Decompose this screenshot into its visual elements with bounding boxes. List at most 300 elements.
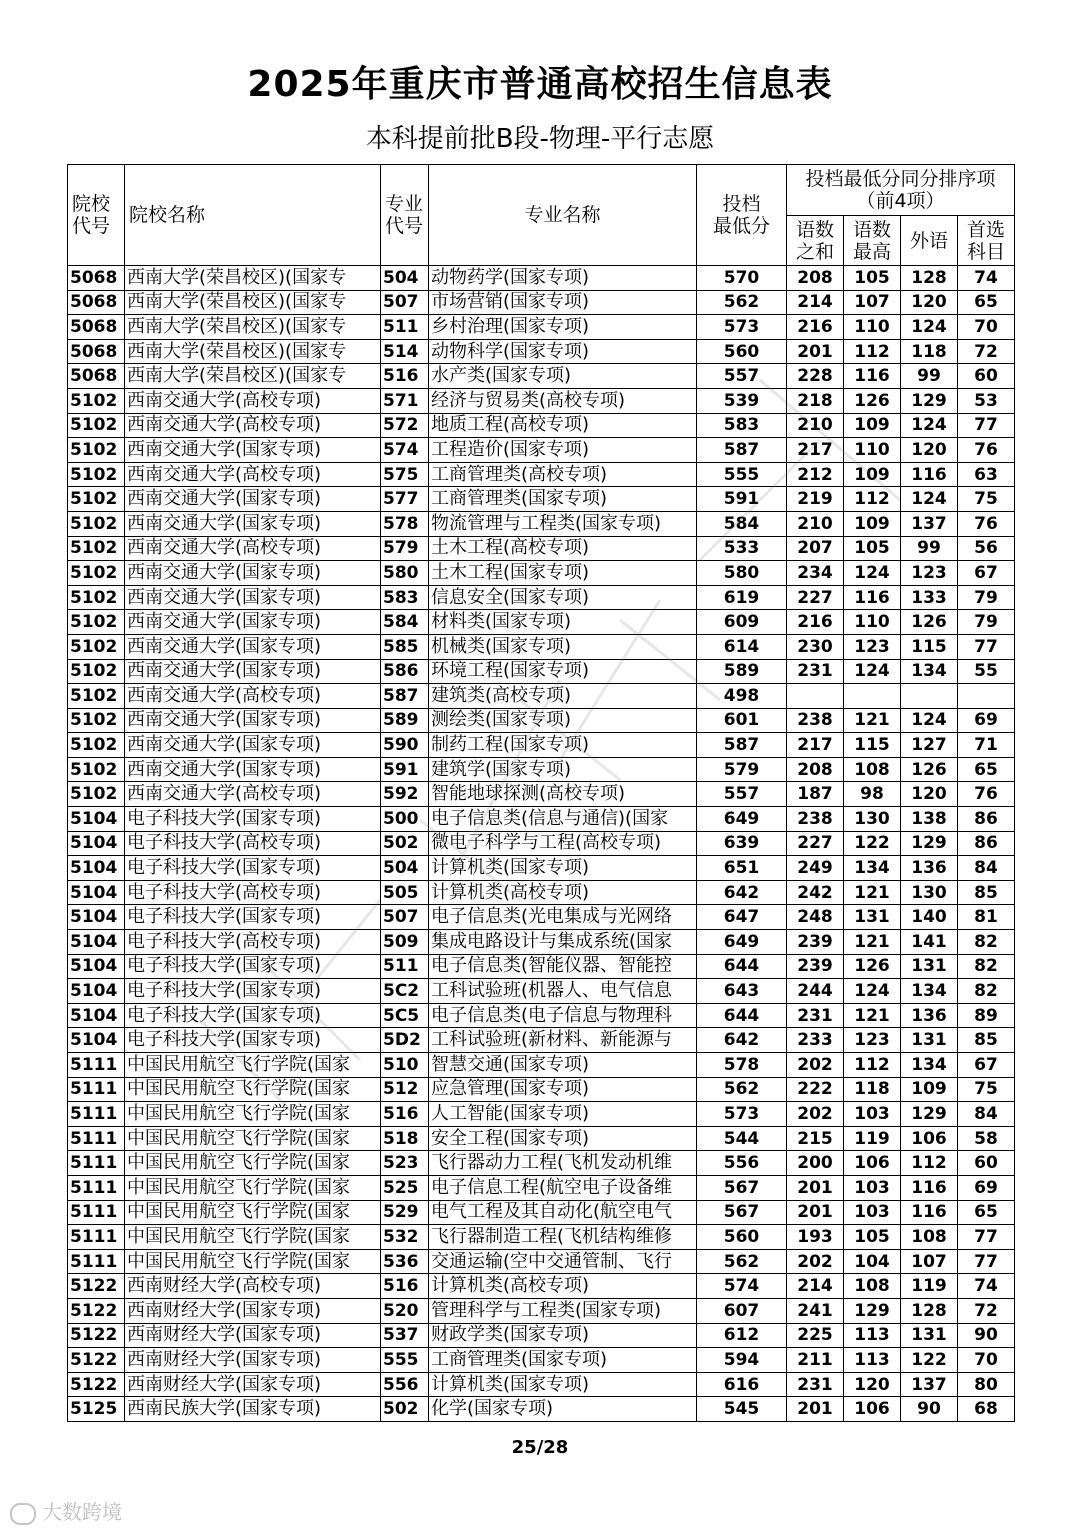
cell-chinese-math-sum: 216 (787, 610, 844, 635)
cell-chinese-math-max: 118 (844, 1077, 901, 1102)
cell-first-subject: 84 (958, 856, 1015, 881)
cell-first-subject: 75 (958, 1077, 1015, 1102)
cell-foreign-language: 115 (901, 634, 958, 659)
cell-major-name: 计算机类(国家专项) (429, 1372, 697, 1397)
cell-chinese-math-max: 98 (844, 782, 901, 807)
admission-table (67, 164, 1015, 1422)
table-row (68, 1053, 1015, 1078)
cell-school-name: 西南交通大学(国家专项) (125, 585, 381, 610)
cell-school-code: 5102 (68, 561, 125, 586)
cell-first-subject: 68 (958, 1397, 1015, 1422)
cell-min-score: 601 (697, 708, 787, 733)
cell-chinese-math-sum: 201 (787, 1175, 844, 1200)
cell-school-name: 西南大学(荣昌校区)(国家专 (125, 266, 381, 291)
cell-major-code: 556 (381, 1372, 429, 1397)
cell-major-name: 微电子科学与工程(高校专项) (429, 831, 697, 856)
table-row (68, 1397, 1015, 1422)
cell-chinese-math-sum: 216 (787, 315, 844, 340)
cell-chinese-math-max: 121 (844, 930, 901, 955)
cell-first-subject: 79 (958, 585, 1015, 610)
cell-foreign-language: 90 (901, 1397, 958, 1422)
table-row (68, 979, 1015, 1004)
cell-school-name: 中国民用航空飞行学院(国家 (125, 1077, 381, 1102)
cell-first-subject (958, 684, 1015, 709)
cell-major-name: 智能地球探测(高校专项) (429, 782, 697, 807)
cell-major-code: 589 (381, 708, 429, 733)
cell-chinese-math-sum: 210 (787, 511, 844, 536)
cell-major-code: 577 (381, 487, 429, 512)
cell-foreign-language: 137 (901, 1372, 958, 1397)
cell-school-name: 西南交通大学(国家专项) (125, 634, 381, 659)
cell-major-code: 537 (381, 1323, 429, 1348)
cell-chinese-math-sum: 231 (787, 659, 844, 684)
cell-chinese-math-max: 104 (844, 1249, 901, 1274)
cell-min-score: 556 (697, 1151, 787, 1176)
cell-school-code: 5068 (68, 290, 125, 315)
cell-min-score: 567 (697, 1175, 787, 1200)
cell-first-subject: 77 (958, 413, 1015, 438)
cell-major-name: 动物科学(国家专项) (429, 339, 697, 364)
cell-chinese-math-max: 112 (844, 1053, 901, 1078)
page-number: 25/28 (511, 1437, 569, 1458)
cell-school-code: 5104 (68, 979, 125, 1004)
cell-school-name: 中国民用航空飞行学院(国家 (125, 1151, 381, 1176)
cell-chinese-math-sum: 212 (787, 462, 844, 487)
cell-school-code: 5068 (68, 339, 125, 364)
cell-chinese-math-sum (787, 684, 844, 709)
cell-major-name: 环境工程(国家专项) (429, 659, 697, 684)
cell-foreign-language: 116 (901, 462, 958, 487)
table-row (68, 831, 1015, 856)
cell-major-name: 工商管理类(高校专项) (429, 462, 697, 487)
cell-school-code: 5111 (68, 1102, 125, 1127)
page-title: 2025年重庆市普通高校招生信息表 (247, 64, 833, 105)
cell-first-subject: 56 (958, 536, 1015, 561)
cell-school-name: 西南财经大学(国家专项) (125, 1323, 381, 1348)
cell-major-code: 532 (381, 1225, 429, 1250)
cell-chinese-math-max: 120 (844, 1372, 901, 1397)
cell-school-name: 中国民用航空飞行学院(国家 (125, 1175, 381, 1200)
cell-chinese-math-max: 130 (844, 807, 901, 832)
table-row (68, 930, 1015, 955)
cell-chinese-math-max: 110 (844, 610, 901, 635)
cell-major-code: 509 (381, 930, 429, 955)
cell-major-code: 523 (381, 1151, 429, 1176)
cell-major-code: 579 (381, 536, 429, 561)
cell-major-name: 制药工程(国家专项) (429, 733, 697, 758)
cell-major-name: 水产类(国家专项) (429, 364, 697, 389)
cell-min-score: 644 (697, 954, 787, 979)
cell-school-name: 中国民用航空飞行学院(国家 (125, 1249, 381, 1274)
cell-chinese-math-sum: 222 (787, 1077, 844, 1102)
cell-school-code: 5104 (68, 880, 125, 905)
table-row (68, 1102, 1015, 1127)
cell-first-subject: 63 (958, 462, 1015, 487)
cell-min-score: 570 (697, 266, 787, 291)
table-row (68, 1274, 1015, 1299)
table-row (68, 1225, 1015, 1250)
cell-major-code: 516 (381, 1274, 429, 1299)
cell-major-name: 交通运输(空中交通管制、飞行 (429, 1249, 697, 1274)
cell-school-name: 电子科技大学(国家专项) (125, 954, 381, 979)
cell-first-subject: 90 (958, 1323, 1015, 1348)
header-sub-chinese-math-sum: 语数 之和 (787, 216, 844, 266)
table-row (68, 1372, 1015, 1397)
cell-first-subject: 69 (958, 708, 1015, 733)
cell-school-name: 电子科技大学(国家专项) (125, 1003, 381, 1028)
cell-min-score: 557 (697, 364, 787, 389)
table-row (68, 536, 1015, 561)
cell-major-name: 电子信息类(光电集成与光网络 (429, 905, 697, 930)
cell-major-name: 信息安全(国家专项) (429, 585, 697, 610)
cell-min-score: 545 (697, 1397, 787, 1422)
cell-first-subject: 58 (958, 1126, 1015, 1151)
table-row (68, 1003, 1015, 1028)
cell-major-name: 地质工程(高校专项) (429, 413, 697, 438)
cell-first-subject: 72 (958, 1298, 1015, 1323)
cell-foreign-language: 116 (901, 1175, 958, 1200)
cell-major-code: 520 (381, 1298, 429, 1323)
cell-chinese-math-sum: 242 (787, 880, 844, 905)
cell-min-score: 643 (697, 979, 787, 1004)
cell-min-score: 587 (697, 438, 787, 463)
cell-min-score: 591 (697, 487, 787, 512)
table-row (68, 339, 1015, 364)
weibo-icon (10, 1503, 36, 1525)
cell-major-name: 飞行器动力工程(飞机发动机维 (429, 1151, 697, 1176)
cell-chinese-math-sum: 238 (787, 708, 844, 733)
cell-school-name: 西南交通大学(高校专项) (125, 684, 381, 709)
cell-chinese-math-max: 108 (844, 1274, 901, 1299)
cell-school-name: 电子科技大学(国家专项) (125, 905, 381, 930)
cell-foreign-language: 136 (901, 856, 958, 881)
cell-first-subject: 77 (958, 634, 1015, 659)
cell-school-code: 5102 (68, 659, 125, 684)
cell-major-code: 555 (381, 1348, 429, 1373)
cell-chinese-math-max: 109 (844, 511, 901, 536)
cell-major-name: 建筑学(国家专项) (429, 757, 697, 782)
cell-chinese-math-max: 106 (844, 1151, 901, 1176)
header-sub-foreign-language: 外语 (901, 216, 958, 266)
cell-foreign-language: 128 (901, 1298, 958, 1323)
cell-school-code: 5102 (68, 462, 125, 487)
cell-chinese-math-sum: 202 (787, 1249, 844, 1274)
table-row (68, 1298, 1015, 1323)
cell-first-subject: 65 (958, 1200, 1015, 1225)
cell-foreign-language: 109 (901, 1077, 958, 1102)
cell-school-name: 中国民用航空飞行学院(国家 (125, 1126, 381, 1151)
cell-major-name: 人工智能(国家专项) (429, 1102, 697, 1127)
cell-chinese-math-sum: 187 (787, 782, 844, 807)
cell-major-name: 物流管理与工程类(国家专项) (429, 511, 697, 536)
cell-school-name: 西南大学(荣昌校区)(国家专 (125, 315, 381, 340)
cell-major-code: 511 (381, 954, 429, 979)
cell-school-code: 5122 (68, 1372, 125, 1397)
cell-min-score: 533 (697, 536, 787, 561)
cell-school-code: 5068 (68, 315, 125, 340)
cell-chinese-math-sum: 200 (787, 1151, 844, 1176)
cell-first-subject: 82 (958, 954, 1015, 979)
cell-min-score: 589 (697, 659, 787, 684)
table-row (68, 413, 1015, 438)
table-row (68, 634, 1015, 659)
cell-school-name: 西南交通大学(高校专项) (125, 782, 381, 807)
cell-foreign-language: 129 (901, 831, 958, 856)
cell-major-name: 乡村治理(国家专项) (429, 315, 697, 340)
cell-chinese-math-sum: 201 (787, 1200, 844, 1225)
cell-major-code: 590 (381, 733, 429, 758)
cell-first-subject: 85 (958, 1028, 1015, 1053)
cell-chinese-math-max: 110 (844, 438, 901, 463)
cell-major-name: 材料类(国家专项) (429, 610, 697, 635)
cell-major-code: 571 (381, 388, 429, 413)
cell-major-name: 安全工程(国家专项) (429, 1126, 697, 1151)
cell-foreign-language: 131 (901, 954, 958, 979)
cell-school-code: 5104 (68, 831, 125, 856)
cell-school-name: 西南交通大学(国家专项) (125, 733, 381, 758)
cell-foreign-language: 126 (901, 757, 958, 782)
cell-chinese-math-max: 115 (844, 733, 901, 758)
cell-min-score: 580 (697, 561, 787, 586)
cell-major-code: 502 (381, 831, 429, 856)
cell-min-score: 609 (697, 610, 787, 635)
cell-school-code: 5111 (68, 1053, 125, 1078)
cell-min-score: 562 (697, 1077, 787, 1102)
cell-first-subject: 86 (958, 807, 1015, 832)
cell-school-name: 电子科技大学(国家专项) (125, 807, 381, 832)
cell-major-code: 5D2 (381, 1028, 429, 1053)
header-school-code: 院校 代号 (68, 165, 125, 266)
cell-major-name: 工商管理类(国家专项) (429, 1348, 697, 1373)
cell-chinese-math-max: 112 (844, 339, 901, 364)
cell-chinese-math-sum: 215 (787, 1126, 844, 1151)
cell-major-code: 5C2 (381, 979, 429, 1004)
cell-school-name: 电子科技大学(国家专项) (125, 1028, 381, 1053)
cell-chinese-math-sum: 211 (787, 1348, 844, 1373)
cell-chinese-math-sum: 228 (787, 364, 844, 389)
page-subtitle: 本科提前批B段-物理-平行志愿 (365, 124, 715, 154)
cell-min-score: 647 (697, 905, 787, 930)
table-row (68, 1200, 1015, 1225)
cell-school-name: 西南交通大学(国家专项) (125, 487, 381, 512)
cell-min-score: 584 (697, 511, 787, 536)
watermark-brand-text: 大数跨境 (42, 1500, 122, 1524)
cell-chinese-math-max: 126 (844, 954, 901, 979)
cell-chinese-math-max: 107 (844, 290, 901, 315)
cell-first-subject: 82 (958, 979, 1015, 1004)
cell-school-name: 西南交通大学(国家专项) (125, 511, 381, 536)
cell-foreign-language: 112 (901, 1151, 958, 1176)
cell-chinese-math-max: 112 (844, 487, 901, 512)
cell-chinese-math-max: 105 (844, 266, 901, 291)
cell-chinese-math-sum: 231 (787, 1372, 844, 1397)
cell-chinese-math-sum: 201 (787, 339, 844, 364)
cell-school-code: 5125 (68, 1397, 125, 1422)
cell-chinese-math-max: 105 (844, 536, 901, 561)
cell-school-code: 5111 (68, 1200, 125, 1225)
cell-first-subject: 82 (958, 930, 1015, 955)
cell-min-score: 607 (697, 1298, 787, 1323)
cell-school-name: 中国民用航空飞行学院(国家 (125, 1053, 381, 1078)
cell-min-score: 616 (697, 1372, 787, 1397)
cell-first-subject: 74 (958, 266, 1015, 291)
header-sub-first-subject: 首选 科目 (958, 216, 1015, 266)
cell-school-name: 电子科技大学(国家专项) (125, 856, 381, 881)
cell-chinese-math-sum: 234 (787, 561, 844, 586)
cell-major-code: 505 (381, 880, 429, 905)
cell-min-score: 573 (697, 315, 787, 340)
cell-school-name: 电子科技大学(高校专项) (125, 880, 381, 905)
cell-first-subject: 53 (958, 388, 1015, 413)
cell-chinese-math-max: 121 (844, 880, 901, 905)
cell-major-code: 580 (381, 561, 429, 586)
cell-foreign-language: 120 (901, 782, 958, 807)
cell-major-code: 518 (381, 1126, 429, 1151)
cell-major-name: 智慧交通(国家专项) (429, 1053, 697, 1078)
cell-min-score: 560 (697, 1225, 787, 1250)
table-row (68, 1028, 1015, 1053)
cell-min-score: 578 (697, 1053, 787, 1078)
cell-chinese-math-max: 123 (844, 1028, 901, 1053)
cell-chinese-math-sum: 208 (787, 266, 844, 291)
cell-chinese-math-sum: 214 (787, 290, 844, 315)
cell-major-name: 机械类(国家专项) (429, 634, 697, 659)
cell-school-code: 5122 (68, 1298, 125, 1323)
cell-min-score: 544 (697, 1126, 787, 1151)
cell-min-score: 574 (697, 1274, 787, 1299)
cell-first-subject: 70 (958, 1348, 1015, 1373)
cell-major-name: 测绘类(国家专项) (429, 708, 697, 733)
table-row (68, 585, 1015, 610)
cell-major-code: 507 (381, 905, 429, 930)
header-major-name: 专业名称 (429, 165, 697, 266)
cell-school-code: 5111 (68, 1126, 125, 1151)
cell-chinese-math-sum: 230 (787, 634, 844, 659)
cell-major-code: 507 (381, 290, 429, 315)
table-row (68, 1175, 1015, 1200)
cell-foreign-language: 122 (901, 1348, 958, 1373)
cell-major-code: 584 (381, 610, 429, 635)
cell-major-name: 计算机类(高校专项) (429, 1274, 697, 1299)
cell-first-subject: 84 (958, 1102, 1015, 1127)
cell-min-score: 562 (697, 1249, 787, 1274)
table-row (68, 610, 1015, 635)
cell-min-score: 555 (697, 462, 787, 487)
cell-min-score: 562 (697, 290, 787, 315)
table-row (68, 708, 1015, 733)
table-row (68, 388, 1015, 413)
cell-chinese-math-sum: 207 (787, 536, 844, 561)
cell-foreign-language: 99 (901, 536, 958, 561)
cell-major-name: 工程造价(国家专项) (429, 438, 697, 463)
cell-school-name: 电子科技大学(高校专项) (125, 930, 381, 955)
cell-school-code: 5104 (68, 1028, 125, 1053)
table-row (68, 315, 1015, 340)
cell-school-name: 西南交通大学(国家专项) (125, 757, 381, 782)
cell-school-name: 西南大学(荣昌校区)(国家专 (125, 364, 381, 389)
cell-chinese-math-max: 103 (844, 1200, 901, 1225)
cell-major-code: 575 (381, 462, 429, 487)
cell-min-score: 642 (697, 880, 787, 905)
cell-chinese-math-sum: 217 (787, 733, 844, 758)
cell-first-subject: 76 (958, 511, 1015, 536)
cell-foreign-language: 107 (901, 1249, 958, 1274)
cell-major-code: 5C5 (381, 1003, 429, 1028)
cell-foreign-language: 119 (901, 1274, 958, 1299)
cell-school-name: 西南交通大学(国家专项) (125, 610, 381, 635)
cell-major-code: 512 (381, 1077, 429, 1102)
cell-major-name: 化学(国家专项) (429, 1397, 697, 1422)
cell-major-code: 514 (381, 339, 429, 364)
cell-school-name: 西南交通大学(高校专项) (125, 462, 381, 487)
cell-foreign-language: 116 (901, 1200, 958, 1225)
cell-chinese-math-max (844, 684, 901, 709)
header-tiebreak-group: 投档最低分同分排序项 （前4项） (787, 165, 1015, 216)
table-row (68, 880, 1015, 905)
cell-school-name: 西南交通大学(国家专项) (125, 438, 381, 463)
cell-chinese-math-max: 103 (844, 1175, 901, 1200)
cell-min-score: 639 (697, 831, 787, 856)
cell-major-name: 计算机类(国家专项) (429, 856, 697, 881)
cell-school-code: 5104 (68, 1003, 125, 1028)
cell-school-code: 5104 (68, 856, 125, 881)
cell-first-subject: 60 (958, 1151, 1015, 1176)
cell-major-name: 土木工程(高校专项) (429, 536, 697, 561)
cell-school-name: 西南民族大学(国家专项) (125, 1397, 381, 1422)
cell-major-code: 500 (381, 807, 429, 832)
cell-school-code: 5104 (68, 954, 125, 979)
cell-chinese-math-max: 108 (844, 757, 901, 782)
cell-major-code: 529 (381, 1200, 429, 1225)
table-row (68, 1249, 1015, 1274)
cell-school-name: 西南大学(荣昌校区)(国家专 (125, 339, 381, 364)
cell-chinese-math-max: 109 (844, 462, 901, 487)
table-row (68, 487, 1015, 512)
cell-foreign-language: 136 (901, 1003, 958, 1028)
table-row (68, 954, 1015, 979)
cell-chinese-math-max: 123 (844, 634, 901, 659)
cell-chinese-math-sum: 202 (787, 1053, 844, 1078)
cell-first-subject: 69 (958, 1175, 1015, 1200)
cell-foreign-language: 108 (901, 1225, 958, 1250)
cell-chinese-math-sum: 244 (787, 979, 844, 1004)
cell-chinese-math-max: 134 (844, 856, 901, 881)
cell-min-score: 651 (697, 856, 787, 881)
cell-foreign-language: 129 (901, 388, 958, 413)
cell-foreign-language: 123 (901, 561, 958, 586)
cell-major-code: 586 (381, 659, 429, 684)
cell-first-subject: 89 (958, 1003, 1015, 1028)
cell-min-score: 573 (697, 1102, 787, 1127)
cell-first-subject: 74 (958, 1274, 1015, 1299)
cell-major-code: 578 (381, 511, 429, 536)
cell-min-score: 587 (697, 733, 787, 758)
cell-school-code: 5122 (68, 1323, 125, 1348)
cell-chinese-math-max: 129 (844, 1298, 901, 1323)
cell-min-score: 594 (697, 1348, 787, 1373)
cell-min-score: 579 (697, 757, 787, 782)
table-row (68, 266, 1015, 291)
cell-school-name: 中国民用航空飞行学院(国家 (125, 1225, 381, 1250)
cell-major-code: 585 (381, 634, 429, 659)
cell-major-name: 应急管理(国家专项) (429, 1077, 697, 1102)
cell-chinese-math-max: 124 (844, 979, 901, 1004)
cell-school-code: 5104 (68, 905, 125, 930)
cell-foreign-language: 140 (901, 905, 958, 930)
table-row (68, 757, 1015, 782)
cell-first-subject: 71 (958, 733, 1015, 758)
cell-first-subject: 55 (958, 659, 1015, 684)
